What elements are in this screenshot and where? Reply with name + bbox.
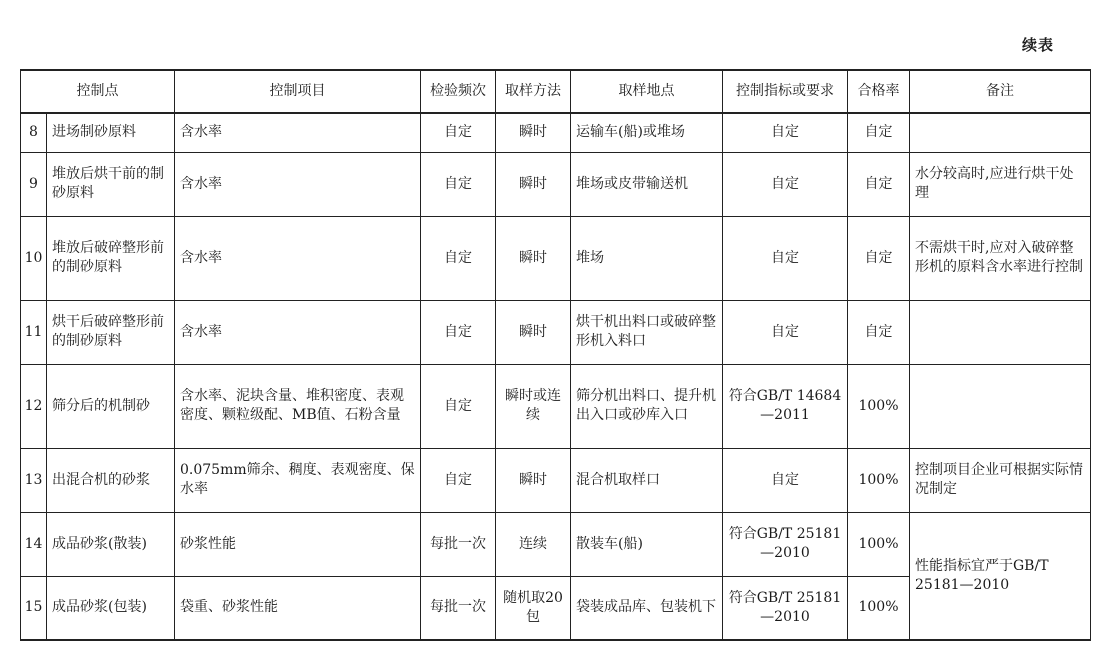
control-item: 含水率、泥块含量、堆积密度、表观密度、颗粒级配、MB值、石粉含量 (175, 364, 421, 448)
row-number: 8 (21, 113, 47, 152)
spec: 符合GB/T 14684—2011 (723, 364, 848, 448)
control-item: 含水率 (175, 216, 421, 300)
row-number: 13 (21, 448, 47, 512)
header-control-point: 控制点 (21, 70, 175, 113)
row-number: 9 (21, 152, 47, 216)
control-item: 含水率 (175, 152, 421, 216)
spec: 符合GB/T 25181—2010 (723, 512, 848, 576)
sampling-place: 袋装成品库、包装机下 (571, 576, 723, 640)
pass-rate: 自定 (848, 113, 910, 152)
sampling-place: 混合机取样口 (571, 448, 723, 512)
header-row (21, 70, 1091, 113)
table-row (21, 152, 1091, 216)
spec: 自定 (723, 300, 848, 364)
control-point: 堆放后烘干前的制砂原料 (47, 152, 175, 216)
table-row (21, 364, 1091, 448)
sampling-place: 堆场或皮带输送机 (571, 152, 723, 216)
remarks (910, 300, 1091, 364)
frequency: 自定 (421, 152, 496, 216)
table-row (21, 300, 1091, 364)
header-sampling-place: 取样地点 (571, 70, 723, 113)
sampling-place: 堆场 (571, 216, 723, 300)
frequency: 自定 (421, 216, 496, 300)
sampling-method: 瞬时 (496, 113, 571, 152)
control-item: 含水率 (175, 300, 421, 364)
frequency: 每批一次 (421, 512, 496, 576)
sampling-method: 瞬时 (496, 448, 571, 512)
spec: 自定 (723, 448, 848, 512)
control-table (20, 69, 1091, 641)
sampling-place: 散装车(船) (571, 512, 723, 576)
remarks (910, 364, 1091, 448)
sampling-place: 运输车(船)或堆场 (571, 113, 723, 152)
row-number: 12 (21, 364, 47, 448)
frequency: 自定 (421, 113, 496, 152)
remarks (910, 113, 1091, 152)
frequency: 自定 (421, 364, 496, 448)
control-item: 0.075mm筛余、稠度、表观密度、保水率 (175, 448, 421, 512)
row-number: 15 (21, 576, 47, 640)
spec: 自定 (723, 152, 848, 216)
row-number: 14 (21, 512, 47, 576)
table-continued-caption: 续表 (1021, 36, 1054, 54)
spec: 符合GB/T 25181—2010 (723, 576, 848, 640)
sampling-method: 瞬时或连续 (496, 364, 571, 448)
row-number: 11 (21, 300, 47, 364)
table-row (21, 216, 1091, 300)
control-point: 出混合机的砂浆 (47, 448, 175, 512)
sampling-method: 瞬时 (496, 216, 571, 300)
header-frequency: 检验频次 (421, 70, 496, 113)
table-row (21, 448, 1091, 512)
frequency: 自定 (421, 300, 496, 364)
sampling-place: 筛分机出料口、提升机出入口或砂库入口 (571, 364, 723, 448)
remarks: 性能指标宜严于GB/T 25181—2010 (910, 512, 1091, 640)
sampling-method: 随机取20包 (496, 576, 571, 640)
remarks: 控制项目企业可根据实际情况制定 (910, 448, 1091, 512)
remarks: 不需烘干时,应对入破碎整形机的原料含水率进行控制 (910, 216, 1091, 300)
header-remarks: 备注 (910, 70, 1091, 113)
pass-rate: 自定 (848, 216, 910, 300)
control-point: 成品砂浆(包装) (47, 576, 175, 640)
control-point: 进场制砂原料 (47, 113, 175, 152)
header-control-item: 控制项目 (175, 70, 421, 113)
sampling-place: 烘干机出料口或破碎整形机入料口 (571, 300, 723, 364)
sampling-method: 瞬时 (496, 152, 571, 216)
control-point: 筛分后的机制砂 (47, 364, 175, 448)
spec: 自定 (723, 216, 848, 300)
sampling-method: 连续 (496, 512, 571, 576)
sampling-method: 瞬时 (496, 300, 571, 364)
control-item: 砂浆性能 (175, 512, 421, 576)
pass-rate: 100% (848, 364, 910, 448)
pass-rate: 自定 (848, 300, 910, 364)
control-item: 含水率 (175, 113, 421, 152)
header-spec: 控制指标或要求 (723, 70, 848, 113)
spec: 自定 (723, 113, 848, 152)
pass-rate: 100% (848, 512, 910, 576)
control-item: 袋重、砂浆性能 (175, 576, 421, 640)
table-row (21, 113, 1091, 152)
table-row (21, 512, 1091, 576)
header-sampling-method: 取样方法 (496, 70, 571, 113)
row-number: 10 (21, 216, 47, 300)
pass-rate: 100% (848, 576, 910, 640)
pass-rate: 自定 (848, 152, 910, 216)
frequency: 每批一次 (421, 576, 496, 640)
control-point: 成品砂浆(散装) (47, 512, 175, 576)
remarks: 水分较高时,应进行烘干处理 (910, 152, 1091, 216)
control-point: 烘干后破碎整形前的制砂原料 (47, 300, 175, 364)
pass-rate: 100% (848, 448, 910, 512)
header-pass-rate: 合格率 (848, 70, 910, 113)
frequency: 自定 (421, 448, 496, 512)
control-point: 堆放后破碎整形前的制砂原料 (47, 216, 175, 300)
